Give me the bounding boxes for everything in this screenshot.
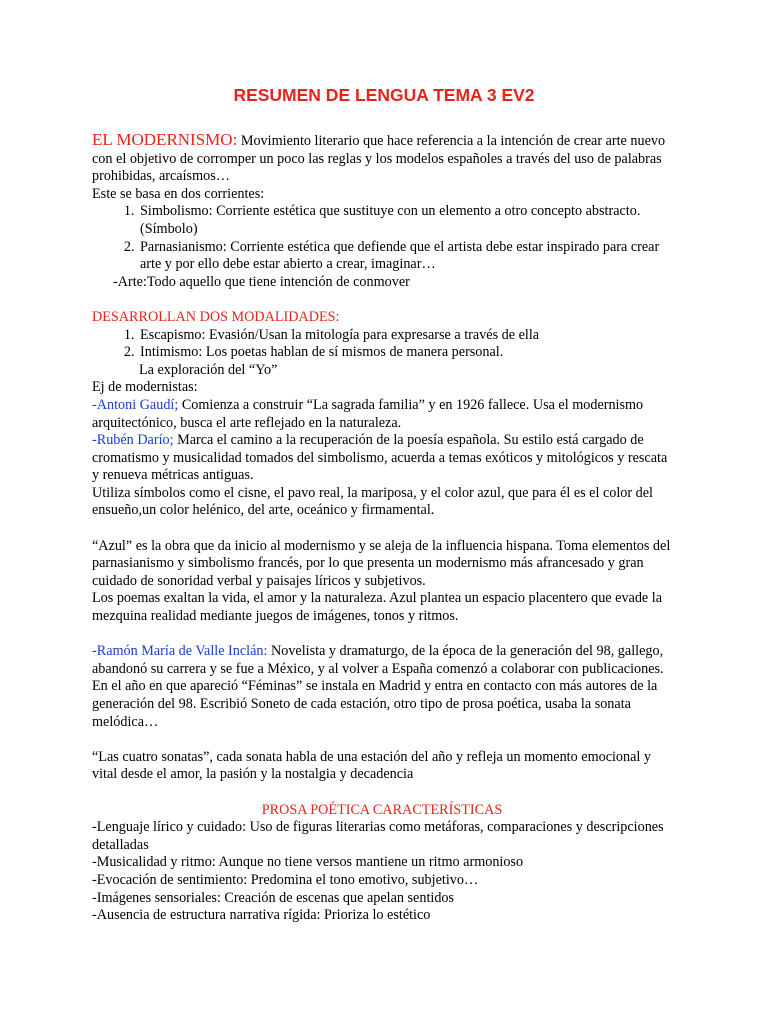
modernismo-definition: Movimiento literario que hace referencia a la intención de crear arte nuevo con el objetivo de corromper un poco las reglas y los modelos españoles a través del uso de palabras prohibidas, arcaísmos… bbox=[92, 133, 666, 185]
valle-paragraph bbox=[92, 643, 672, 731]
spacer bbox=[92, 626, 672, 644]
modalidad-item: 2. Intimismo: Los poetas hablan de sí mismos de manera personal. bbox=[138, 344, 672, 362]
spacer bbox=[92, 291, 672, 309]
modalidades-heading: DESARROLLAN DOS MODALIDADES: bbox=[92, 308, 340, 325]
corrientes-intro: Este se basa en dos corrientes: bbox=[92, 185, 265, 202]
sonatas-paragraph: “Las cuatro sonatas”, cada sonata habla de una estación del año y refleja un momento emocional y vital desde el amor, la pasión y la nostalgia y decadencia bbox=[92, 748, 651, 783]
arte-definition: -Arte:Todo aquello que tiene intención de conmover bbox=[113, 273, 410, 290]
gaudi-paragraph bbox=[92, 397, 672, 432]
azul-paragraph-2: Los poemas exaltan la vida, el amor y la naturaleza. Azul plantea un espacio placentero que evade la mezquina realidad mediante juegos de imágenes, tonos y ritmos. bbox=[92, 590, 663, 625]
azul-paragraph-1: “Azul” es la obra que da inicio al modernismo y se aleja de la influencia hispana. Toma elementos del parnasianismo y simbolismo francés, por lo que presenta un modernismo más afrancesado y gran cuidado de sonoridad verbal y paisajes líricos y subjetivos. bbox=[92, 537, 671, 589]
prosa-heading: PROSA POÉTICA CARACTERÍSTICAS bbox=[261, 801, 503, 818]
author-name-dario: -Rubén Darío; bbox=[92, 432, 174, 449]
document-title: RESUMEN DE LENGUA TEMA 3 EV2 bbox=[233, 85, 535, 105]
gaudi-text: Comienza a construir “La sagrada familia” y en 1926 fallece. Usa el modernismo arquitectónico, busca el arte reflejado en la naturaleza. bbox=[92, 396, 644, 431]
modalidades-list bbox=[92, 327, 672, 362]
prosa-item: -Ausencia de estructura narrativa rígida: Prioriza lo estético bbox=[92, 907, 431, 924]
corrientes-list bbox=[92, 203, 672, 273]
modernismo-heading: EL MODERNISMO: bbox=[92, 130, 238, 149]
spacer bbox=[92, 784, 672, 802]
spacer bbox=[92, 520, 672, 538]
prosa-item: -Imágenes sensoriales: Creación de escenas que apelan sentidos bbox=[92, 889, 455, 906]
prosa-item: -Lenguaje lírico y cuidado: Uso de figuras literarias como metáforas, comparaciones y descripciones detalladas bbox=[92, 819, 664, 853]
ejemplos-intro: Ej de modernistas: bbox=[92, 379, 198, 396]
modalidad-item: 1. Escapismo: Evasión/Usan la mitología para expresarse a través de ella bbox=[138, 327, 672, 345]
dario-paragraph bbox=[92, 432, 672, 485]
modernismo-paragraph bbox=[92, 131, 672, 186]
prosa-item: -Evocación de sentimiento: Predomina el tono emotivo, subjetivo… bbox=[92, 871, 479, 888]
author-name-valle: -Ramón María de Valle Inclán: bbox=[92, 643, 268, 660]
spacer bbox=[92, 731, 672, 749]
modalidad-continuation: La exploración del “Yo” bbox=[139, 361, 278, 378]
dario-text: Marca el camino a la recuperación de la poesía española. Su estilo está cargado de cromatismo y musicalidad tomados del simbolismo, acuerda a temas exóticos y mitológicos y rescata y renueva métricas antiguas. bbox=[92, 432, 668, 484]
simbolos-paragraph: Utiliza símbolos como el cisne, el pavo real, la mariposa, y el color azul, que para él es el color del ensueño,un color helénico, del arte, oceánico y firmamental. bbox=[92, 484, 653, 519]
corriente-item: 1. Simbolismo: Corriente estética que sustituye con un elemento a otro concepto abstracto.(Símbolo) bbox=[138, 203, 672, 238]
corriente-item: 2. Parnasianismo: Corriente estética que defiende que el artista debe estar inspirado para crear arte y por ello debe estar abierto a crear, imaginar… bbox=[138, 239, 672, 274]
prosa-item: -Musicalidad y ritmo: Aunque no tiene versos mantiene un ritmo armonioso bbox=[92, 854, 524, 871]
author-name-gaudi: -Antoni Gaudí; bbox=[92, 396, 179, 413]
document-body bbox=[92, 131, 672, 925]
valle-text: Novelista y dramaturgo, de la época de la generación del 98, gallego, abandonó su carrera y se fue a México, y al volver a España comenzó a colaborar con publicaciones. En el año en que apareció “Féminas” se instala en Madrid y entra en contacto con más autores de la generación del 98. Escribió Soneto de cada estación, otro tipo de prosa poética, usaba la sonata melódica… bbox=[92, 643, 664, 730]
